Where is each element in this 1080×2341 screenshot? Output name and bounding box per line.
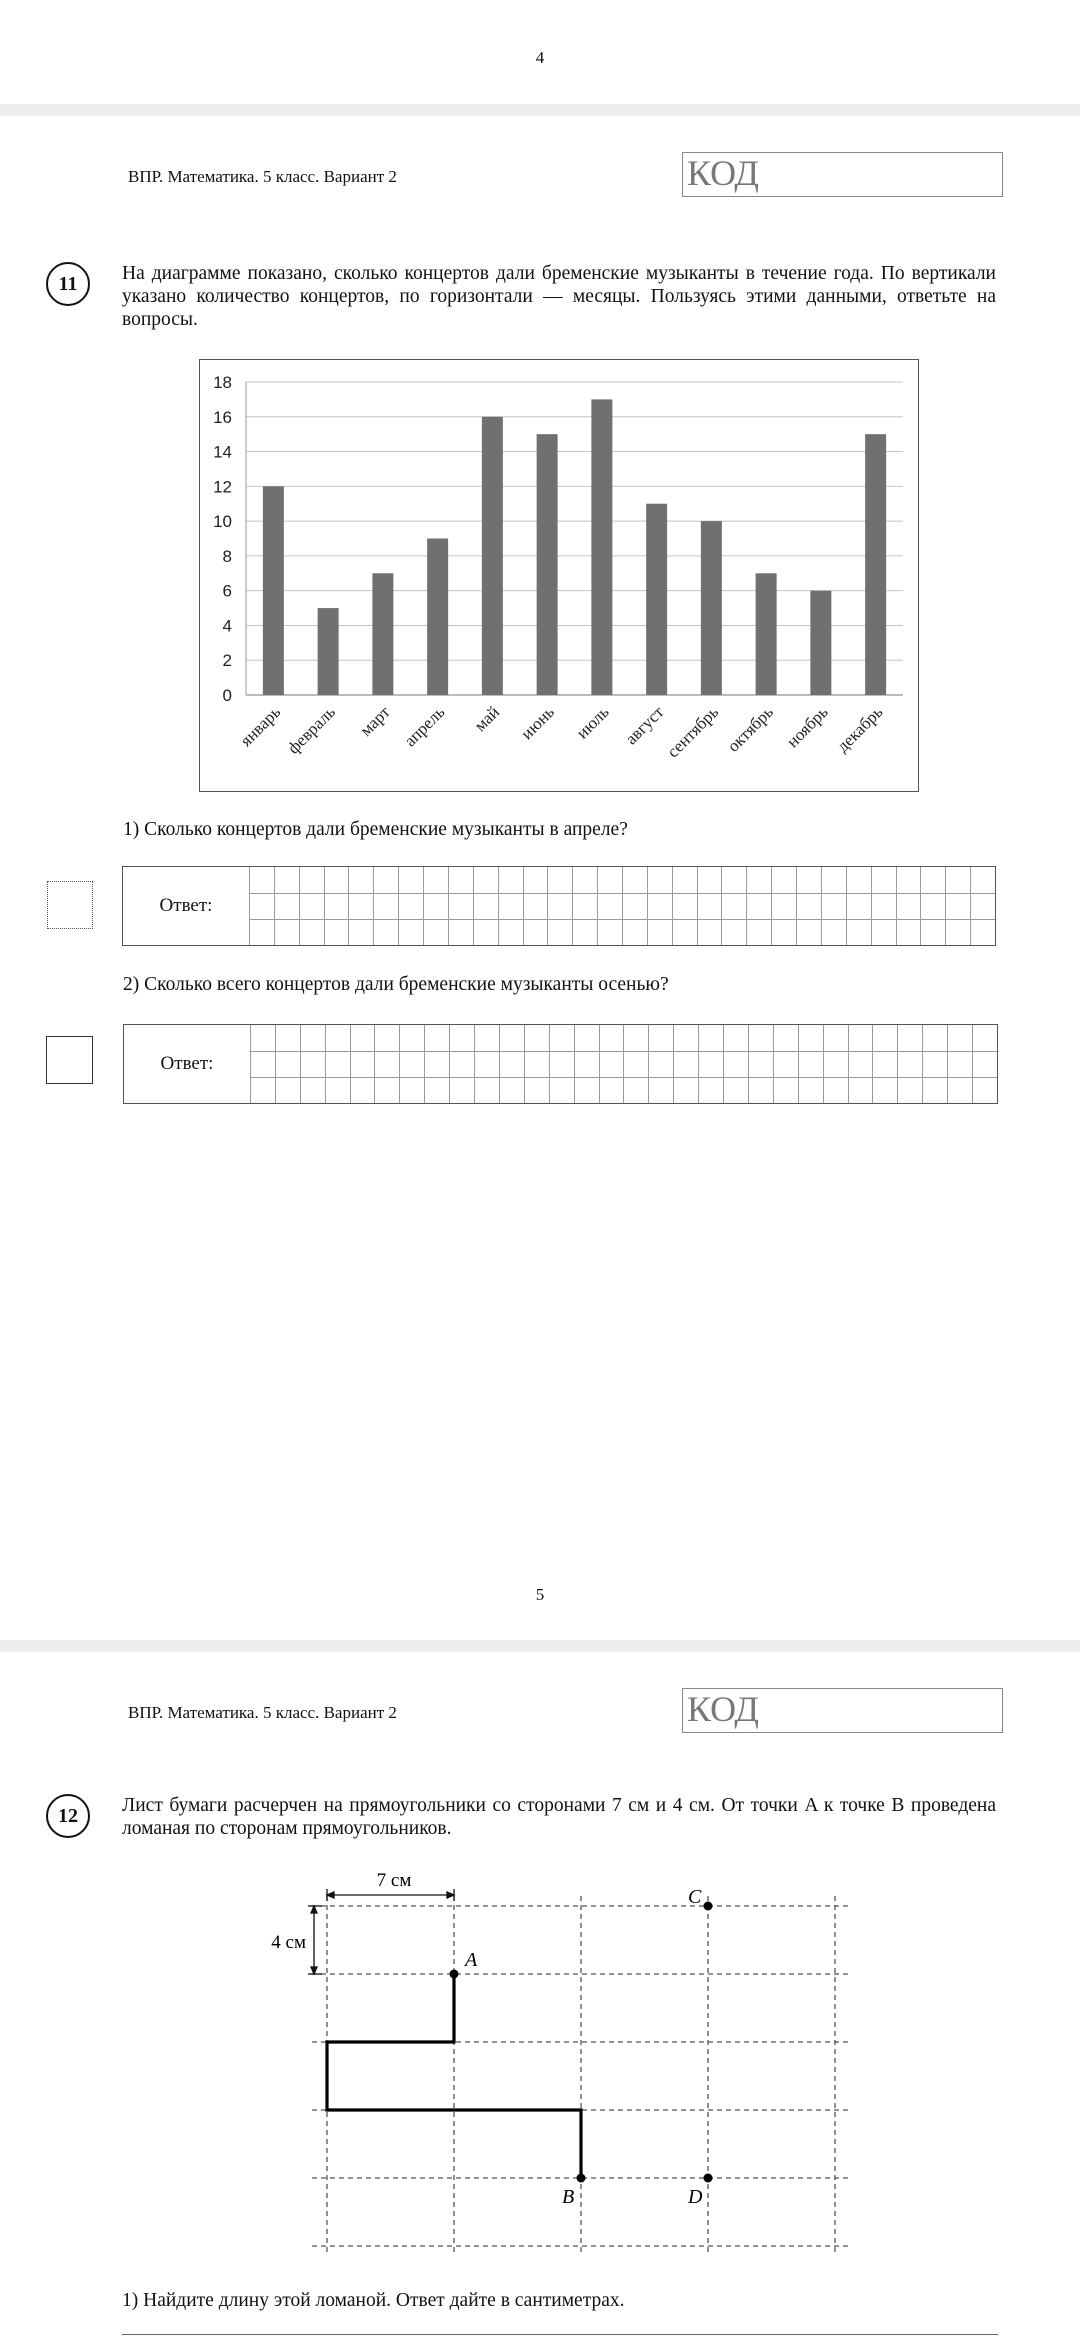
answer-cell[interactable] (896, 919, 921, 945)
answer-cell[interactable] (574, 1077, 599, 1103)
answer-cell[interactable] (698, 1051, 723, 1077)
answer-cell[interactable] (821, 867, 846, 893)
answer-cell[interactable] (348, 919, 373, 945)
bar-июнь (537, 434, 558, 695)
answer-cell[interactable] (449, 1077, 474, 1103)
answer-cell[interactable] (374, 1077, 399, 1103)
answer-cell[interactable] (523, 867, 548, 893)
answer-cell[interactable] (549, 1077, 574, 1103)
answer-cell[interactable] (448, 893, 473, 919)
answer-cell[interactable] (449, 1025, 474, 1051)
bar-ноябрь (810, 591, 831, 695)
question-number-11: 11 (46, 262, 90, 306)
point-a (450, 1970, 459, 1979)
sub-question-2: 2) Сколько всего концертов дали бременские музыканты осенью? (123, 974, 669, 995)
answer-cell[interactable] (599, 1051, 624, 1077)
answer-cell[interactable] (399, 1051, 424, 1077)
code-field[interactable]: КОД (682, 152, 1003, 197)
answer-cell[interactable] (300, 1025, 325, 1051)
answer-cell[interactable] (623, 1051, 648, 1077)
answer-cell[interactable] (299, 867, 324, 893)
answer-cell[interactable] (673, 1077, 698, 1103)
question-text-11: На диаграмме показано, сколько концертов дали бременские музыканты в течение года. По вертикали указано количество концертов, по горизонтали — месяцы. Пользуясь этими данными, ответьте на вопросы. (122, 263, 996, 330)
bar-chart (199, 359, 919, 792)
answer-cell[interactable] (945, 893, 970, 919)
answer-cell[interactable] (947, 1025, 972, 1051)
answer-cell[interactable] (448, 919, 473, 945)
answer-cell[interactable] (922, 1025, 947, 1051)
page-number-bottom: 5 (535, 1585, 545, 1604)
answer-cell[interactable] (250, 1077, 275, 1103)
answer-cell[interactable] (723, 1077, 748, 1103)
answer-grid-1[interactable] (249, 867, 995, 945)
y-tick-label: 10 (213, 512, 232, 532)
height-dimension (308, 1906, 322, 1974)
y-tick-label: 4 (222, 616, 232, 636)
answer-cell[interactable] (823, 1025, 848, 1051)
answer-cell[interactable] (945, 919, 970, 945)
answer-cell[interactable] (498, 867, 523, 893)
answer-cell[interactable] (723, 1051, 748, 1077)
point-b-label: B (562, 2186, 575, 2208)
answer-cell[interactable] (648, 1025, 673, 1051)
answer-cell[interactable] (748, 1051, 773, 1077)
code-field[interactable]: КОД (682, 1688, 1003, 1733)
answer-cell[interactable] (897, 1051, 922, 1077)
answer-cell[interactable] (300, 1051, 325, 1077)
answer-cell[interactable] (848, 1025, 873, 1051)
answer-cell[interactable] (920, 919, 945, 945)
answer-cell[interactable] (374, 1051, 399, 1077)
answer-cell[interactable] (324, 919, 349, 945)
answer-cell[interactable] (374, 1025, 399, 1051)
answer-cell[interactable] (373, 867, 398, 893)
answer-cell[interactable] (324, 893, 349, 919)
answer-cell[interactable] (848, 1077, 873, 1103)
answer-cell[interactable] (572, 919, 597, 945)
answer-cell[interactable] (872, 1051, 897, 1077)
point-c-label: C (688, 1886, 702, 1908)
x-tick-label: декабрь (832, 702, 887, 756)
answer-cell[interactable] (647, 893, 672, 919)
answer-cell[interactable] (672, 893, 697, 919)
answer-cell[interactable] (599, 1025, 624, 1051)
answer-cell[interactable] (325, 1051, 350, 1077)
answer-cell[interactable] (920, 867, 945, 893)
answer-cell[interactable] (599, 1077, 624, 1103)
answer-cell[interactable] (796, 893, 821, 919)
answer-cell[interactable] (697, 919, 722, 945)
answer-cell[interactable] (523, 893, 548, 919)
answer-cell[interactable] (897, 1025, 922, 1051)
answer-cell[interactable] (771, 893, 796, 919)
point-d-label: D (688, 2186, 703, 2208)
answer-cell[interactable] (697, 867, 722, 893)
answer-cell[interactable] (572, 867, 597, 893)
question-text-12: Лист бумаги расчерчен на прямоугольники со сторонами 7 см и 4 см. От точки A к точке B проведена ломаная по сторонам прямоугольников. (122, 1795, 996, 1839)
answer-cell[interactable] (499, 1077, 524, 1103)
answer-cell[interactable] (972, 1051, 997, 1077)
answer-cell[interactable] (574, 1025, 599, 1051)
y-tick-label: 18 (213, 373, 232, 392)
x-tick-label: январь (236, 702, 285, 751)
answer-cell[interactable] (673, 1051, 698, 1077)
answer-cell[interactable] (970, 867, 995, 893)
answer-cell[interactable] (498, 919, 523, 945)
point-b (577, 2174, 586, 2183)
answer-cell[interactable] (746, 867, 771, 893)
answer-cell[interactable] (524, 1077, 549, 1103)
y-tick-label: 14 (213, 442, 232, 462)
answer-cell[interactable] (250, 1051, 275, 1077)
answer-cell[interactable] (798, 1025, 823, 1051)
answer-field-1[interactable] (122, 866, 996, 946)
answer-cell[interactable] (972, 1077, 997, 1103)
answer-cell[interactable] (622, 867, 647, 893)
answer-cell[interactable] (474, 1025, 499, 1051)
answer-cell[interactable] (275, 1051, 300, 1077)
x-tick-label: август (621, 702, 668, 749)
answer-cell[interactable] (274, 893, 299, 919)
page-number-top: 4 (535, 48, 545, 67)
answer-cell[interactable] (473, 867, 498, 893)
answer-cell[interactable] (920, 893, 945, 919)
answer-cell[interactable] (325, 1025, 350, 1051)
answer-cell[interactable] (823, 1077, 848, 1103)
answer-cell[interactable] (299, 919, 324, 945)
answer-cell[interactable] (547, 893, 572, 919)
answer-cell[interactable] (672, 867, 697, 893)
answer-grid-2[interactable] (250, 1025, 997, 1103)
answer-cell[interactable] (474, 1077, 499, 1103)
answer-cell[interactable] (821, 919, 846, 945)
answer-cell[interactable] (597, 919, 622, 945)
page-separator (0, 104, 1080, 116)
answer-cell[interactable] (473, 919, 498, 945)
answer-cell[interactable] (623, 1025, 648, 1051)
answer-cell[interactable] (872, 1077, 897, 1103)
page-separator (0, 1640, 1080, 1652)
answer-cell[interactable] (249, 919, 274, 945)
answer-cell[interactable] (348, 893, 373, 919)
answer-cell[interactable] (549, 1051, 574, 1077)
answer-cell[interactable] (622, 919, 647, 945)
answer-cell[interactable] (721, 919, 746, 945)
answer-cell[interactable] (723, 1025, 748, 1051)
answer-cell[interactable] (748, 1077, 773, 1103)
answer-cell[interactable] (871, 893, 896, 919)
bar-август (646, 504, 667, 695)
x-tick-label: ноябрь (782, 702, 832, 752)
answer-cell[interactable] (350, 1025, 375, 1051)
answer-cell[interactable] (648, 1051, 673, 1077)
score-box-2[interactable] (46, 1036, 93, 1084)
answer-cell[interactable] (697, 893, 722, 919)
answer-cell[interactable] (275, 1077, 300, 1103)
answer-cell[interactable] (547, 867, 572, 893)
answer-cell[interactable] (499, 1025, 524, 1051)
answer-cell[interactable] (771, 867, 796, 893)
answer-cell[interactable] (871, 919, 896, 945)
answer-cell[interactable] (423, 867, 448, 893)
bar-декабрь (865, 434, 886, 695)
bar-январь (263, 486, 284, 695)
answer-cell[interactable] (373, 893, 398, 919)
answer-cell[interactable] (474, 1051, 499, 1077)
answer-cell[interactable] (748, 1025, 773, 1051)
answer-cell[interactable] (299, 893, 324, 919)
bar-февраль (318, 608, 339, 695)
answer-cell[interactable] (771, 919, 796, 945)
answer-cell[interactable] (424, 1077, 449, 1103)
answer-label: Ответ: (159, 895, 213, 916)
y-tick-label: 6 (222, 581, 232, 601)
answer-cell[interactable] (572, 893, 597, 919)
answer-cell[interactable] (821, 893, 846, 919)
answer-cell[interactable] (972, 1025, 997, 1051)
point-d (704, 2174, 713, 2183)
x-tick-label: май (470, 702, 504, 736)
answer-cell[interactable] (848, 1051, 873, 1077)
question-number-12: 12 (46, 1794, 90, 1838)
answer-cell[interactable] (970, 919, 995, 945)
answer-cell[interactable] (698, 1077, 723, 1103)
answer-cell[interactable] (673, 1025, 698, 1051)
answer-cell[interactable] (721, 893, 746, 919)
answer-cell[interactable] (524, 1051, 549, 1077)
answer-cell[interactable] (398, 919, 423, 945)
answer-cell[interactable] (623, 1077, 648, 1103)
answer-cell[interactable] (945, 867, 970, 893)
answer-cell[interactable] (524, 1025, 549, 1051)
x-tick-label: июль (572, 702, 613, 743)
bar-апрель (427, 539, 448, 696)
answer-cell[interactable] (249, 893, 274, 919)
answer-cell[interactable] (373, 919, 398, 945)
answer-cell[interactable] (846, 867, 871, 893)
answer-cell[interactable] (721, 867, 746, 893)
answer-cell[interactable] (896, 867, 921, 893)
y-tick-label: 8 (222, 546, 232, 566)
answer-cell[interactable] (796, 919, 821, 945)
answer-cell[interactable] (549, 1025, 574, 1051)
x-tick-label: июнь (517, 702, 558, 744)
answer-cell[interactable] (597, 867, 622, 893)
answer-cell[interactable] (325, 1077, 350, 1103)
answer-cell[interactable] (647, 919, 672, 945)
y-tick-label: 2 (222, 651, 232, 671)
answer-field-2[interactable] (123, 1024, 998, 1104)
answer-cell[interactable] (324, 867, 349, 893)
x-tick-label: сентябрь (663, 702, 723, 762)
x-tick-label: февраль (283, 702, 339, 758)
answer-cell[interactable] (597, 893, 622, 919)
answer-cell[interactable] (523, 919, 548, 945)
x-tick-label: апрель (400, 702, 449, 751)
answer-cell[interactable] (300, 1077, 325, 1103)
answer-cell[interactable] (672, 919, 697, 945)
height-label: 4 см (271, 1932, 306, 1953)
answer-cell[interactable] (648, 1077, 673, 1103)
answer-cell[interactable] (746, 919, 771, 945)
y-tick-label: 12 (213, 477, 232, 497)
answer-cell[interactable] (423, 919, 448, 945)
answer-cell[interactable] (773, 1051, 798, 1077)
answer-cell[interactable] (846, 893, 871, 919)
answer-cell[interactable] (922, 1077, 947, 1103)
score-box-1[interactable] (47, 881, 93, 929)
point-c (704, 1902, 713, 1911)
answer-cell[interactable] (350, 1077, 375, 1103)
answer-cell[interactable] (473, 893, 498, 919)
answer-cell[interactable] (399, 1025, 424, 1051)
answer-cell[interactable] (398, 893, 423, 919)
answer-cell[interactable] (746, 893, 771, 919)
bar-июль (591, 399, 612, 695)
answer-cell[interactable] (798, 1051, 823, 1077)
answer-cell[interactable] (773, 1025, 798, 1051)
answer-cell[interactable] (399, 1077, 424, 1103)
answer-cell[interactable] (846, 919, 871, 945)
bar-сентябрь (701, 521, 722, 695)
page-header: ВПР. Математика. 5 класс. Вариант 2 (128, 1703, 397, 1722)
bar-октябрь (756, 573, 777, 695)
answer-cell[interactable] (274, 867, 299, 893)
point-a-label: A (465, 1949, 478, 1971)
answer-cell[interactable] (871, 867, 896, 893)
answer-cell[interactable] (970, 893, 995, 919)
x-tick-label: март (356, 702, 394, 740)
dashed-grid (312, 1896, 850, 2256)
answer-cell[interactable] (922, 1051, 947, 1077)
answer-cell[interactable] (897, 1077, 922, 1103)
answer-cell[interactable] (622, 893, 647, 919)
answer-cell[interactable] (547, 919, 572, 945)
page-header: ВПР. Математика. 5 класс. Вариант 2 (128, 167, 397, 186)
answer-cell[interactable] (947, 1051, 972, 1077)
answer-cell[interactable] (499, 1051, 524, 1077)
answer-cell[interactable] (424, 1025, 449, 1051)
answer-cell[interactable] (947, 1077, 972, 1103)
answer-cell[interactable] (249, 867, 274, 893)
answer-cell[interactable] (350, 1051, 375, 1077)
answer-cell[interactable] (250, 1025, 275, 1051)
answer-cell[interactable] (275, 1025, 300, 1051)
answer-cell[interactable] (896, 893, 921, 919)
answer-cell[interactable] (398, 867, 423, 893)
answer-cell[interactable] (872, 1025, 897, 1051)
answer-cell[interactable] (449, 1051, 474, 1077)
bar-март (372, 573, 393, 695)
answer-cell[interactable] (773, 1077, 798, 1103)
answer-cell[interactable] (498, 893, 523, 919)
y-tick-label: 16 (213, 407, 232, 427)
bar-май (482, 417, 503, 695)
answer-cell[interactable] (574, 1051, 599, 1077)
answer-cell[interactable] (448, 867, 473, 893)
answer-cell[interactable] (274, 919, 299, 945)
bar-chart-svg (200, 360, 917, 790)
answer-cell[interactable] (796, 867, 821, 893)
answer-cell[interactable] (647, 867, 672, 893)
sub-question-1: 1) Сколько концертов дали бременские музыканты в апреле? (123, 819, 628, 840)
x-tick-label: октябрь (723, 702, 777, 756)
answer-cell[interactable] (348, 867, 373, 893)
width-label: 7 см (376, 1870, 412, 1891)
y-tick-label: 0 (222, 686, 232, 705)
answer-cell[interactable] (423, 893, 448, 919)
sub-question-12-1: 1) Найдите длину этой ломаной. Ответ дайте в сантиметрах. (122, 2290, 625, 2311)
grid-figure (250, 1860, 870, 2260)
answer-cell[interactable] (424, 1051, 449, 1077)
answer-cell[interactable] (798, 1077, 823, 1103)
answer-label: Ответ: (160, 1053, 214, 1074)
answer-cell[interactable] (698, 1025, 723, 1051)
answer-cell[interactable] (823, 1051, 848, 1077)
